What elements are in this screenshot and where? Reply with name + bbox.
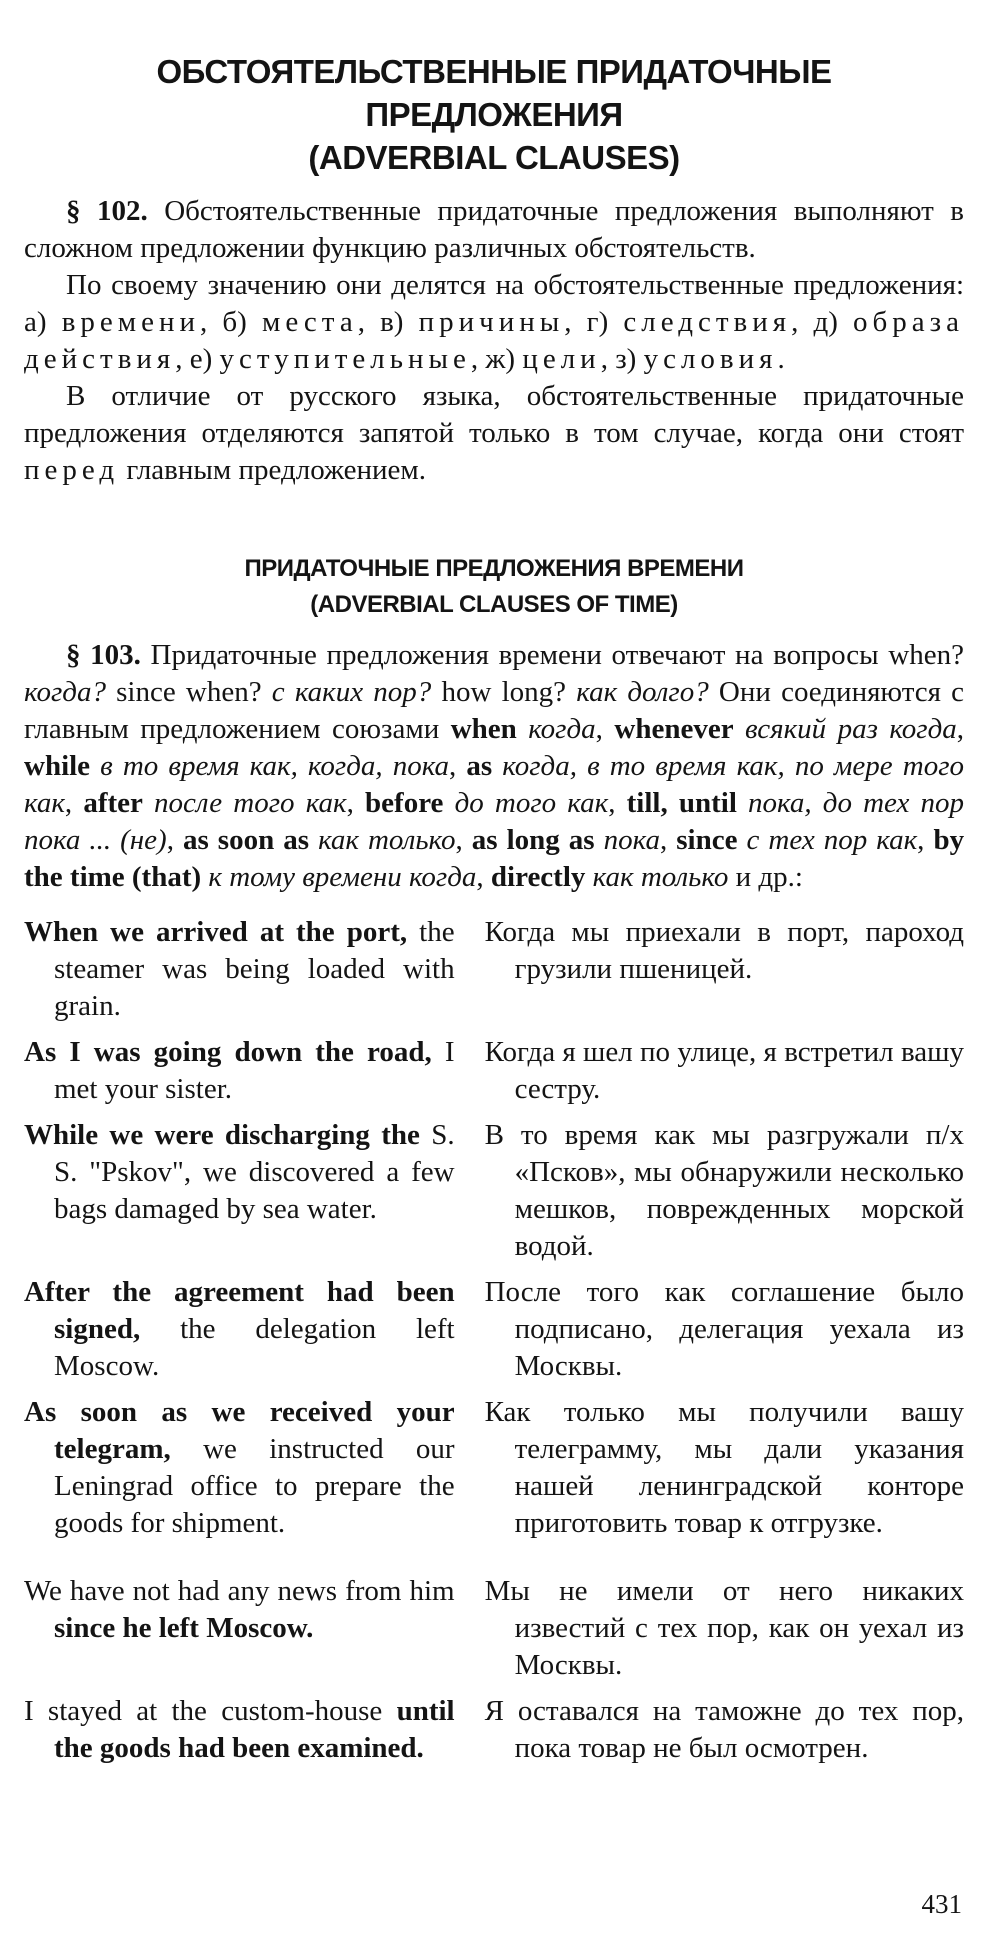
example-row — [24, 1117, 964, 1274]
section-number: § 102. — [66, 195, 148, 227]
example-en: After the agreement had been signed, the delegation left Moscow. — [24, 1276, 455, 1382]
type-item: е) уступительные, — [189, 343, 486, 375]
example-row — [24, 914, 964, 1034]
paragraph — [24, 193, 964, 267]
paragraph — [24, 378, 964, 489]
conjunction: as soon as как только, — [183, 824, 472, 856]
paragraph-text: В отличие от русского языка, обстоятельственные придаточные предложения отделяются запятой только в том случае, когда они стоят — [24, 380, 964, 449]
heading-en: (ADVERBIAL CLAUSES) — [308, 139, 680, 176]
example-ru: Как только мы получили вашу телеграмму, мы дали указания нашей ленинградской конторе приготовить товар к отгрузке. — [484, 1396, 964, 1539]
type-item: б) места, — [222, 306, 381, 338]
conjunction: directly как только — [490, 861, 729, 893]
example-en: While we were discharging the S. S. "Pskov", we discovered a few bags damaged by sea water. — [24, 1119, 455, 1225]
type-item: в) причины, — [380, 306, 587, 338]
type-item: ж) цели, — [485, 343, 616, 375]
example-row — [24, 1034, 964, 1117]
section-102 — [24, 193, 964, 489]
heading-ru: ПРИДАТОЧНЫЕ ПРЕДЛОЖЕНИЯ ВРЕМЕНИ — [244, 555, 744, 582]
section-heading-adverbial-clauses — [24, 50, 964, 179]
example-row — [24, 1274, 964, 1394]
conjunction: by the time (that) к тому времени когда, — [24, 824, 965, 893]
section-number: § 103. — [66, 639, 141, 671]
conjunction: before до того как, — [365, 787, 627, 819]
page-number: 431 — [921, 1889, 962, 1919]
type-item: г) следствия, — [586, 306, 814, 338]
example-en: I stayed at the custom-house until the goods had been examined. — [24, 1695, 455, 1764]
heading-en: (ADVERBIAL CLAUSES OF TIME) — [310, 591, 678, 618]
example-en: When we arrived at the port, the steamer was being loaded with grain. — [24, 916, 455, 1022]
example-ru: Когда я шел по улице, я встретил вашу сестру. — [484, 1036, 964, 1105]
paragraph-types — [24, 267, 964, 378]
conjunction: till, until пока, до тех пор пока ... (не), — [24, 787, 965, 856]
conjunction: when когда, — [450, 713, 615, 745]
emphasized-word: перед — [24, 454, 120, 486]
examples-table — [24, 914, 964, 1776]
heading-ru: ОБСТОЯТЕЛЬСТВЕННЫЕ ПРИДАТОЧНЫЕ ПРЕДЛОЖЕНИЯ — [156, 53, 832, 133]
section-103 — [24, 637, 964, 1776]
conjunction: after после того как, — [83, 787, 366, 819]
example-en: As soon as we received your telegram, we instructed our Leningrad office to prepare the goods for shipment. — [24, 1396, 455, 1539]
example-row — [24, 1394, 964, 1551]
example-row — [24, 1551, 964, 1693]
conjunction: while в то время как, когда, пока, — [24, 750, 467, 782]
paragraph-text: Обстоятельственные придаточные предложения выполняют в сложном предложении функцию различных обстоятельств. — [24, 195, 964, 264]
section-heading-clauses-of-time — [24, 551, 964, 623]
conjunction: whenever всякий раз когда, — [614, 713, 965, 745]
paragraph-text: главным предложением. — [119, 454, 427, 486]
example-en: As I was going down the road, I met your sister. — [24, 1036, 455, 1105]
conjunction: as когда, в то время как, по мере того как, — [24, 750, 965, 819]
example-ru: Мы не имели от него никаких известий с тех пор, как он уехал из Москвы. — [484, 1575, 964, 1681]
conjunction: as long as пока, — [471, 824, 677, 856]
type-item: з) условия. — [615, 343, 785, 375]
example-ru: Когда мы приехали в порт, пароход грузили пшеницей. — [484, 916, 964, 985]
type-item: д) образа действия, — [24, 306, 964, 375]
example-ru: После того как соглашение было подписано, делегация уехала из Москвы. — [484, 1276, 964, 1382]
conjunction: since с тех пор как, — [676, 824, 934, 856]
example-ru: Я оставался на таможне до тех пор, пока товар не был осмотрен. — [484, 1695, 964, 1764]
type-item: а) времени, — [24, 306, 223, 338]
example-ru: В то время как мы разгружали п/х «Псков», мы обнаружили несколько мешков, поврежденных морской водой. — [484, 1119, 964, 1262]
paragraph-text: По своему значению они делятся на обстоятельственные предложения: — [66, 269, 964, 301]
example-en: We have not had any news from him since he left Moscow. — [24, 1575, 455, 1644]
paragraph: § 103. Придаточные предложения времени отвечают на вопросы when? когда? since when? с каких пор? how long? как долго? Они соединяются с главным предложением союзами when когда, whenever всякий раз когда, while в то время как, когда, пока, as когда, в то время как, по мере того как, after после того как, before до того как, till, until пока, до тех пор пока ... (не), as soon as как только, as long as пока, since с тех пор как, by the time (that) к тому времени когда, directly как только и др.: — [24, 639, 965, 893]
example-row — [24, 1693, 964, 1776]
